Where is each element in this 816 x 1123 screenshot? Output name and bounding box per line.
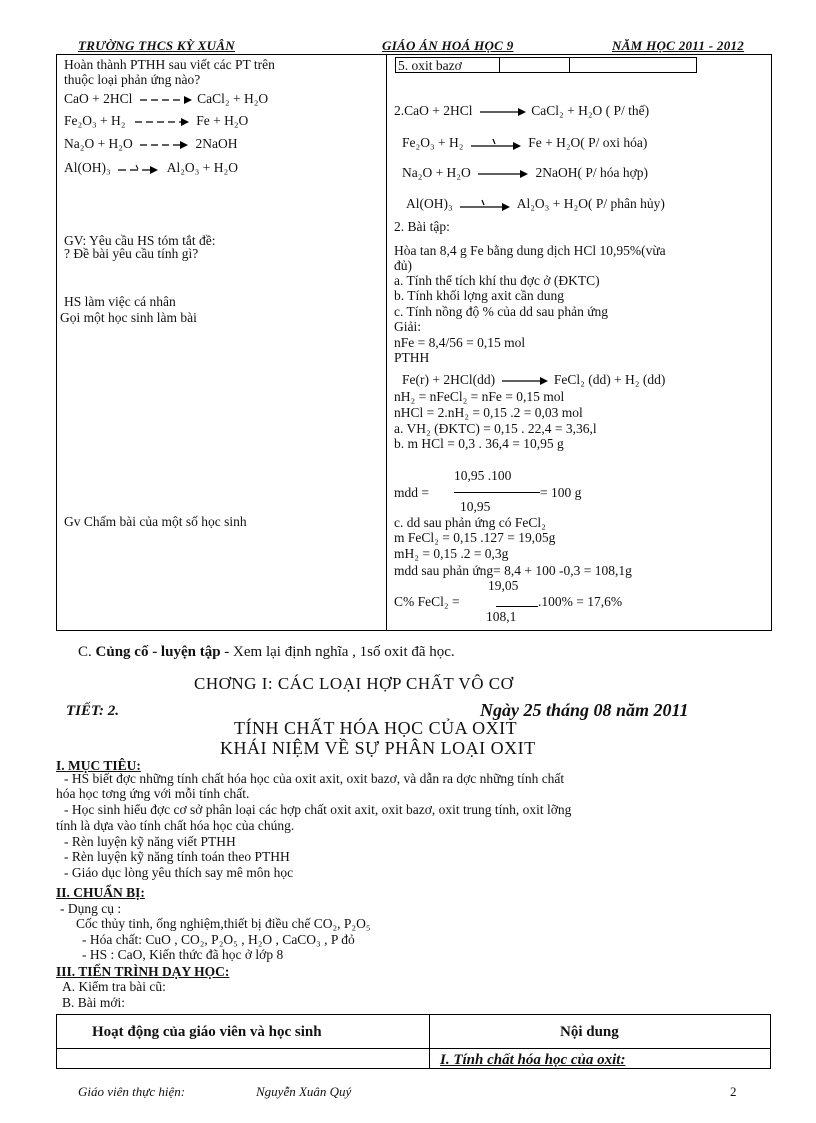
equation-1-rhs: CaCl₂ + H₂O	[197, 91, 269, 106]
heat-arrow-icon	[467, 137, 525, 151]
objective-4: - Rèn luyện kỹ năng tính toán theo PTHH	[64, 849, 290, 864]
arrow-icon	[498, 376, 550, 386]
lesson-table-col-activity: Hoạt động của giáo viên và học sinh	[92, 1024, 322, 1040]
lesson-table-divider	[429, 1014, 430, 1069]
equation-4-lhs: Al(OH)₃	[64, 160, 111, 175]
prep-chemicals: - Hóa chất: CuO , CO₂, P₂O₅ , H₂O , CaCO₃ , P đỏ	[82, 932, 355, 947]
review-section	[78, 645, 455, 660]
equation-4-rhs: Al₂O₃ + H₂O	[166, 160, 238, 175]
exercise-heading: 2. Bài tập:	[394, 219, 450, 234]
teacher-instruction: GV: Yêu cầu HS tóm tắt đề:	[64, 233, 216, 248]
equation-1-lhs: CaO + 2HCl	[64, 91, 133, 106]
equation-2	[64, 113, 248, 128]
mdd-rhs: = 100 g	[540, 485, 582, 500]
objective-1b: hóa học tơng ứng với mỗi tính chất.	[56, 786, 250, 801]
answer-eq-4-rhs: Al₂O₃ + H₂O( P/ phân hủy)	[516, 196, 665, 211]
objective-5: - Giáo dục lòng yêu thích say mê môn học	[64, 865, 294, 880]
answer-eq-2-lhs: Fe₂O₃ + H₂	[402, 135, 464, 150]
student-activity: HS làm việc cá nhân	[64, 294, 176, 309]
solution-mole-h2: nH₂ = nFeCl₂ = nFe = 0,15 mol	[394, 389, 565, 404]
heat-arrow-icon	[456, 198, 514, 212]
solution-mole-fe: nFe = 8,4/56 = 0,15 mol	[394, 335, 526, 350]
footer-teacher-name: Nguyễn Xuân Quý	[256, 1084, 352, 1099]
answer-eq-4	[406, 196, 665, 212]
teacher-question: ? Đề bài yêu cầu tính gì?	[64, 246, 199, 261]
oxide-basic-label: 5. oxit bazơ	[398, 58, 462, 73]
page-number: 2	[730, 1084, 737, 1099]
oxide-mini-divider-2	[569, 57, 570, 73]
part-c-line-4: mdd sau phản ứng= 8,4 + 100 -0,3 = 108,1g	[394, 563, 632, 578]
answer-eq-2	[402, 135, 647, 151]
lesson-table-first-topic: I. Tính chất hóa học của oxit:	[440, 1052, 626, 1068]
arrow-icon	[474, 169, 532, 179]
solution-equation	[402, 372, 665, 387]
mdd-fraction-bar	[454, 492, 540, 493]
lesson-table-header-rule	[56, 1048, 771, 1049]
arrow-icon	[476, 107, 528, 117]
school-name: TRƯỜNG THCS KỲ XUÂN	[78, 38, 235, 53]
answer-eq-3-lhs: Na₂O + H₂O	[402, 165, 471, 180]
dashed-arrow-icon	[136, 140, 192, 150]
mdd-numerator: 10,95 .100	[454, 468, 512, 483]
review-text: - Xem lại định nghĩa , 1số oxit đã học.	[224, 644, 455, 660]
answer-eq-1-lhs: 2.CaO + 2HCl	[394, 103, 473, 118]
equation-2-lhs: Fe₂O₃ + H₂	[64, 113, 126, 128]
answer-eq-4-lhs: Al(OH)₃	[406, 196, 453, 211]
concentration-denominator: 108,1	[486, 609, 517, 624]
review-title: Củng cố - luyện tập	[95, 644, 221, 660]
solution-volume-h2: a. VH₂ (ĐKTC) = 0,15 . 22,4 = 3,36,l	[394, 421, 597, 436]
task-line-2: thuộc loại phản ứng nào?	[64, 72, 201, 87]
equation-1	[64, 91, 268, 106]
problem-part-b: b. Tính khối lợng axit cần dung	[394, 288, 564, 303]
part-c-line-2: m FeCl₂ = 0,15 .127 = 19,05g	[394, 530, 556, 545]
lesson-table-frame	[56, 1014, 771, 1069]
concentration-fraction-bar	[496, 606, 538, 607]
objective-3: - Rèn luyện kỹ năng viết PTHH	[64, 834, 236, 849]
preparation-heading: II. CHUẨN BỊ:	[56, 885, 145, 900]
lesson-table-col-content: Nội dung	[560, 1024, 619, 1040]
answer-eq-1-rhs: CaCl₂ + H₂O ( P/ thế)	[531, 103, 650, 118]
teacher-grading: Gv Chấm bài của một số học sinh	[64, 514, 247, 529]
objective-2a: - Học sinh hiểu đợc cơ sở phân loại các hợp chất oxit axit, oxit bazơ, oxit trung tính, oxit lỡng	[64, 802, 572, 817]
solution-equation-rhs: FeCl₂ (dd) + H₂ (dd)	[553, 372, 666, 387]
answer-eq-3	[402, 165, 648, 180]
problem-line-2: đủ)	[394, 258, 412, 273]
prep-equipment: - Dụng cụ :	[60, 901, 122, 916]
process-old-lesson: A. Kiểm tra bài cũ:	[62, 979, 166, 994]
objective-1a: - HS biết đợc những tính chất hóa học của oxit axit, oxit bazơ, và dẫn ra dợc những tính chất	[64, 771, 565, 786]
process-new-lesson: B. Bài mới:	[62, 995, 126, 1010]
equation-4	[64, 160, 238, 175]
equation-2-rhs: Fe + H₂O	[196, 113, 249, 128]
activity-table-divider	[386, 55, 387, 631]
lesson-title-1: TÍNH CHẤT HÓA HỌC CỦA OXIT	[234, 718, 518, 738]
prep-students: - HS : CaO, Kiến thức đã học ở lớp 8	[82, 947, 284, 962]
school-year: NĂM HỌC 2011 - 2012	[612, 38, 745, 53]
dashed-arrow-icon	[136, 95, 194, 105]
prep-equipment-list: Cốc thủy tinh, ống nghiệm,thiết bị điều chế CO₂, P₂O₅	[76, 916, 371, 931]
solution-heading: Giải:	[394, 319, 421, 334]
concentration-rhs: .100% = 17,6%	[538, 594, 623, 609]
chapter-title: CHƠNG I: CÁC LOẠI HỢP CHẤT VÔ CƠ	[194, 674, 514, 693]
solution-equation-lhs: Fe(r) + 2HCl(dd)	[402, 372, 496, 387]
concentration-numerator: 19,05	[488, 578, 519, 593]
solution-mass-hcl: b. m HCl = 0,3 . 36,4 = 10,95 g	[394, 436, 564, 451]
answer-eq-2-rhs: Fe + H₂O( P/ oxi hóa)	[528, 135, 648, 150]
part-c-line-3: mH₂ = 0,15 .2 = 0,3g	[394, 546, 509, 561]
solution-mole-hcl: nHCl = 2.nH₂ = 0,15 .2 = 0,03 mol	[394, 405, 583, 420]
student-called: Gọi một học sinh làm bài	[60, 310, 197, 325]
problem-part-c: c. Tính nồng độ % của dd sau phản ứng	[394, 304, 609, 319]
lesson-number: TIẾT: 2.	[66, 703, 120, 719]
equation-3	[64, 136, 238, 151]
oxide-mini-divider-1	[499, 57, 500, 73]
equation-3-lhs: Na₂O + H₂O	[64, 136, 133, 151]
equation-3-rhs: 2NaOH	[195, 136, 238, 151]
footer-teacher-label: Giáo viên thực hiện:	[78, 1084, 186, 1099]
dashed-arrow-icon	[129, 117, 193, 127]
problem-line-1: Hòa tan 8,4 g Fe bằng dung dịch HCl 10,95%(vừa	[394, 243, 666, 258]
process-heading: III. TIẾN TRÌNH DẠY HỌC:	[56, 964, 230, 979]
part-c-line-1: c. dd sau phản ứng có FeCl₂	[394, 515, 546, 530]
lesson-date: Ngày 25 tháng 08 năm 2011	[480, 700, 689, 720]
task-line-1: Hoàn thành PTHH sau viết các PT trên	[64, 57, 275, 72]
lesson-title-2: KHÁI NIỆM VỀ SỰ PHÂN LOẠI OXIT	[220, 738, 536, 758]
answer-eq-3-rhs: 2NaOH( P/ hóa hợp)	[535, 165, 649, 180]
concentration-lhs: C% FeCl₂ =	[394, 594, 460, 609]
heat-arrow-icon	[114, 163, 164, 175]
objective-2b: tính là dựa vào tính chất hóa học của chúng.	[56, 818, 295, 833]
mdd-lhs: mdd =	[394, 485, 429, 500]
answer-eq-1	[394, 103, 649, 118]
mdd-denominator: 10,95	[460, 499, 491, 514]
review-letter: C.	[78, 644, 92, 660]
objectives-heading: I. MỤC TIÊU:	[56, 758, 141, 773]
solution-pthh-label: PTHH	[394, 350, 430, 365]
subject-name: GIÁO ÁN HOÁ HỌC 9	[382, 38, 514, 53]
problem-part-a: a. Tính thể tích khí thu đợc ở (ĐKTC)	[394, 273, 600, 288]
